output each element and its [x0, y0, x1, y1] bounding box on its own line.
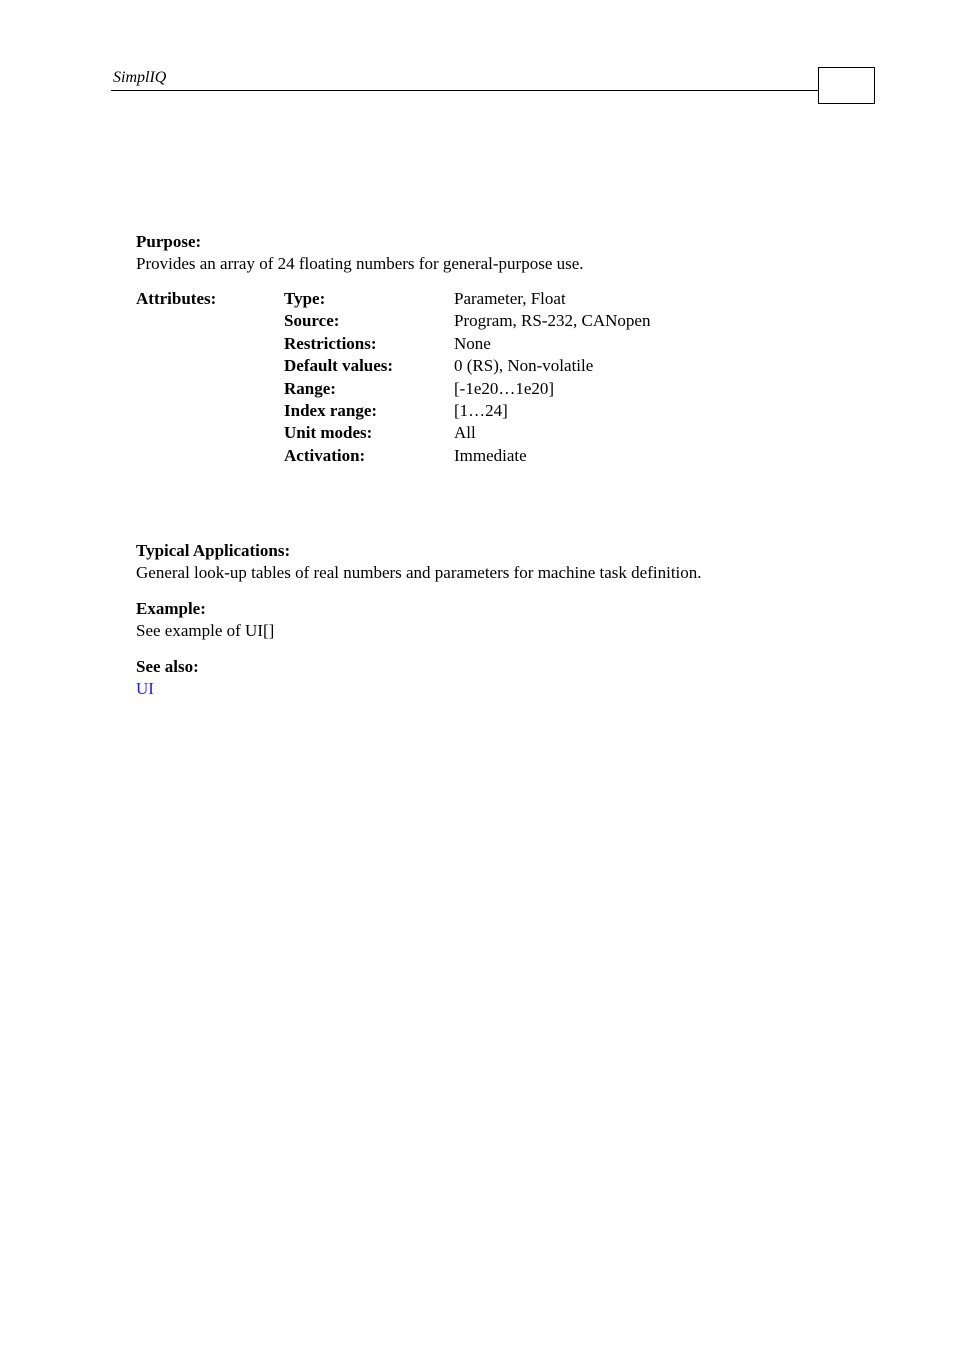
typical-applications-text: General look-up tables of real numbers and parameters for machine task definition. [136, 563, 702, 582]
spacer [136, 468, 836, 540]
attribute-row-range [284, 378, 834, 400]
example-text: See example of UI[] [136, 621, 275, 640]
see-also-ui-link[interactable]: UI [136, 679, 154, 698]
attribute-value: Program, RS-232, CANopen [454, 311, 651, 330]
attribute-key: Restrictions: [284, 334, 377, 353]
spacer [136, 584, 836, 598]
spacer [136, 642, 836, 656]
attribute-value: All [454, 423, 476, 442]
attribute-value: [-1e20…1e20] [454, 379, 555, 398]
attribute-key: Range: [284, 379, 336, 398]
example-heading: Example: [136, 599, 206, 618]
attribute-key: Default values: [284, 356, 394, 375]
attribute-row-restrictions [284, 333, 834, 355]
attribute-key: Source: [284, 311, 340, 330]
purpose-heading: Purpose: [136, 232, 202, 251]
attribute-value: 0 (RS), Non-volatile [454, 356, 594, 375]
attribute-value: Parameter, Float [454, 289, 566, 308]
main-content [136, 231, 836, 700]
attribute-row-default-values [284, 355, 834, 377]
attribute-key: Index range: [284, 401, 378, 420]
attributes-heading: Attributes: [136, 289, 217, 308]
attribute-key: Activation: [284, 446, 366, 465]
purpose-text: Provides an array of 24 floating numbers for general-purpose use. [136, 254, 584, 273]
attribute-row-type [284, 288, 834, 310]
attribute-row-unit-modes [284, 422, 834, 444]
header-rule [111, 90, 819, 91]
attribute-key: Type: [284, 289, 326, 308]
page-number-box [818, 67, 875, 104]
attribute-value: None [454, 334, 491, 353]
attribute-value: Immediate [454, 446, 527, 465]
running-header-title: SimplIQ [113, 69, 167, 86]
attribute-value: [1…24] [454, 401, 508, 420]
typical-applications-heading: Typical Applications: [136, 541, 291, 560]
attribute-row-index-range [284, 400, 834, 422]
attributes-table [136, 288, 836, 468]
attribute-key: Unit modes: [284, 423, 373, 442]
attribute-row-source [284, 310, 834, 332]
see-also-heading: See also: [136, 657, 199, 676]
attribute-row-activation [284, 445, 834, 467]
